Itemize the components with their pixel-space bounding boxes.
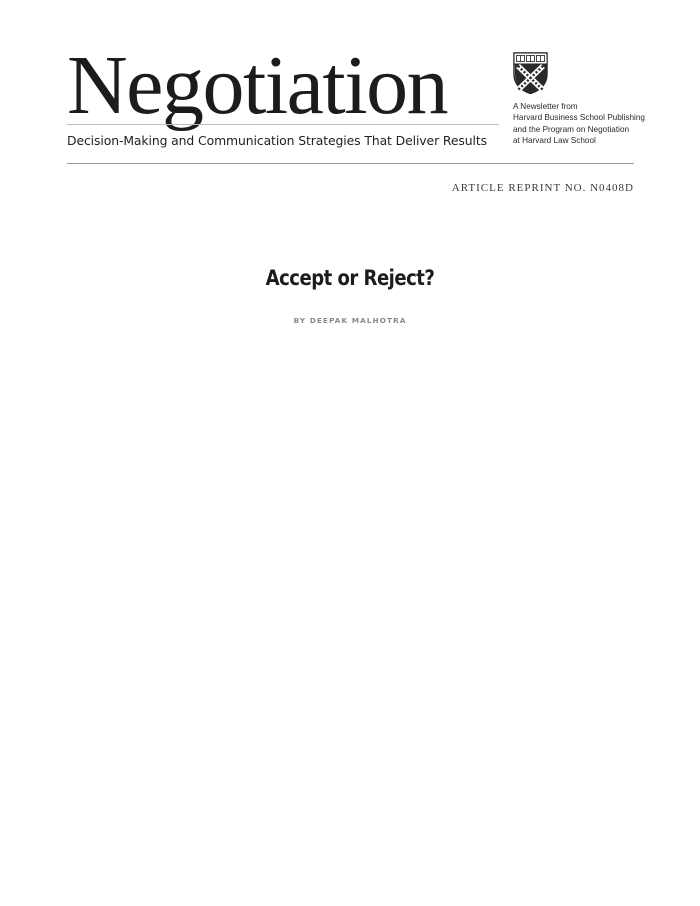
reprint-number: ARTICLE REPRINT NO. N0408D — [451, 182, 634, 194]
publisher-line: A Newsletter from — [513, 102, 578, 111]
masthead — [67, 39, 645, 164]
newsletter-title: Negotiation — [67, 39, 448, 132]
publisher-info — [513, 101, 643, 147]
article-byline: BY DEEPAK MALHOTRA — [293, 316, 407, 325]
masthead-divider — [67, 163, 634, 164]
newsletter-tagline: Decision-Making and Communication Strategies That Deliver Results — [67, 133, 487, 148]
harvard-shield-icon — [513, 52, 548, 94]
article-title: Accept or Reject? — [265, 266, 435, 290]
publisher-line: and the Program on Negotiation — [513, 124, 630, 134]
title-underline — [67, 124, 499, 125]
publisher-line: at Harvard Law School — [513, 136, 596, 146]
publisher-line: Harvard Business School Publishing — [513, 113, 645, 123]
